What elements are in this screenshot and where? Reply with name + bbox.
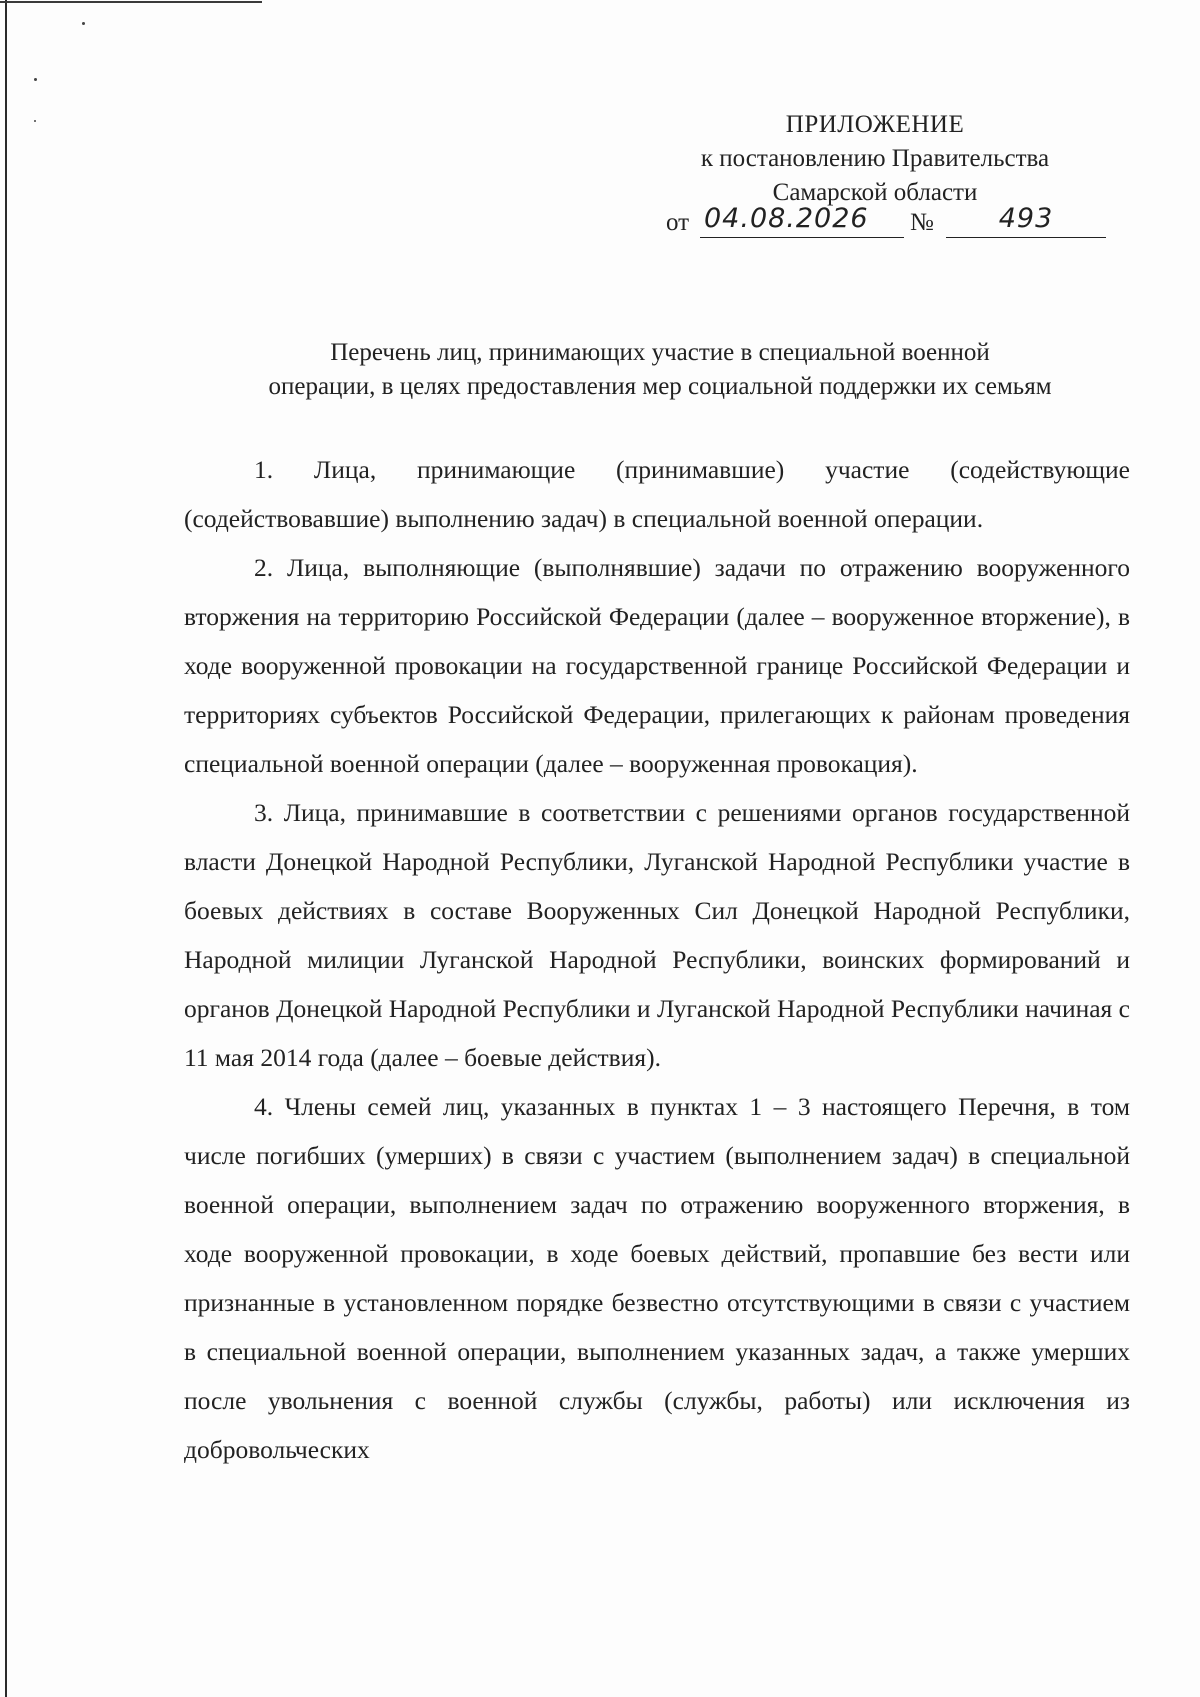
decree-number: 493 <box>946 203 1106 238</box>
document-title-line: операции, в целях предоставления мер социальной поддержки их семьям <box>268 373 1052 400</box>
document-title-line: Перечень лиц, принимающих участие в специальной военной <box>330 339 990 366</box>
scan-edge-top <box>0 1 262 3</box>
scan-speck <box>82 22 85 25</box>
number-sign: № <box>910 209 934 236</box>
scan-speck <box>34 78 37 81</box>
appendix-header <box>640 108 1110 210</box>
decree-date-line <box>666 205 1106 241</box>
paragraph: 1. Лица, принимающие (принимавшие) участие (содействующие (содействовавшие) выполнению задач) в специальной военной операции. <box>184 455 1130 533</box>
date-prefix: от <box>666 209 690 236</box>
paragraph: 4. Члены семей лиц, указанных в пунктах 1 – 3 настоящего Перечня, в том числе погибших (умерших) в связи с участием (выполнением задач) в специальной военной операции, выполнением задач по отражению вооруженного вторжения, в ходе вооруженной провокации, в ходе боевых действий, пропавшие без вести или признанные в установленном порядке безвестно отсутствующими в связи с участием в специальной военной операции, выполнением указанных задач, а также умерших после увольнения с военной службы (службы, работы) или исключения из добровольческих <box>184 1092 1130 1464</box>
scan-speck <box>34 120 36 122</box>
decree-date: 04.08.2026 <box>700 203 904 238</box>
appendix-subtitle: к постановлению Правительства <box>700 145 1050 172</box>
paragraph: 2. Лица, выполняющие (выполнявшие) задачи по отражению вооруженного вторжения на территорию Российской Федерации (далее – вооруженное вторжение), в ходе вооруженной провокации на государственной границе Российской Федерации и территориях субъектов Российской Федерации, прилегающих к районам проведения специальной военной операции (далее – вооруженная провокация). <box>184 553 1130 778</box>
paragraph: 3. Лица, принимавшие в соответствии с решениями органов государственной власти Донецкой Народной Республики, Луганской Народной Республики участие в боевых действиях в составе Вооруженных Сил Донецкой Народной Республики, Народной милиции Луганской Народной Республики, воинских формирований и органов Донецкой Народной Республики и Луганской Народной Республики начиная с 11 мая 2014 года (далее – боевые действия). <box>184 798 1130 1072</box>
scan-edge-left <box>5 0 7 1697</box>
appendix-title: ПРИЛОЖЕНИЕ <box>785 111 965 138</box>
document-body <box>184 445 1130 1474</box>
document-title <box>180 336 1140 404</box>
appendix-region: Самарской области <box>772 179 978 206</box>
